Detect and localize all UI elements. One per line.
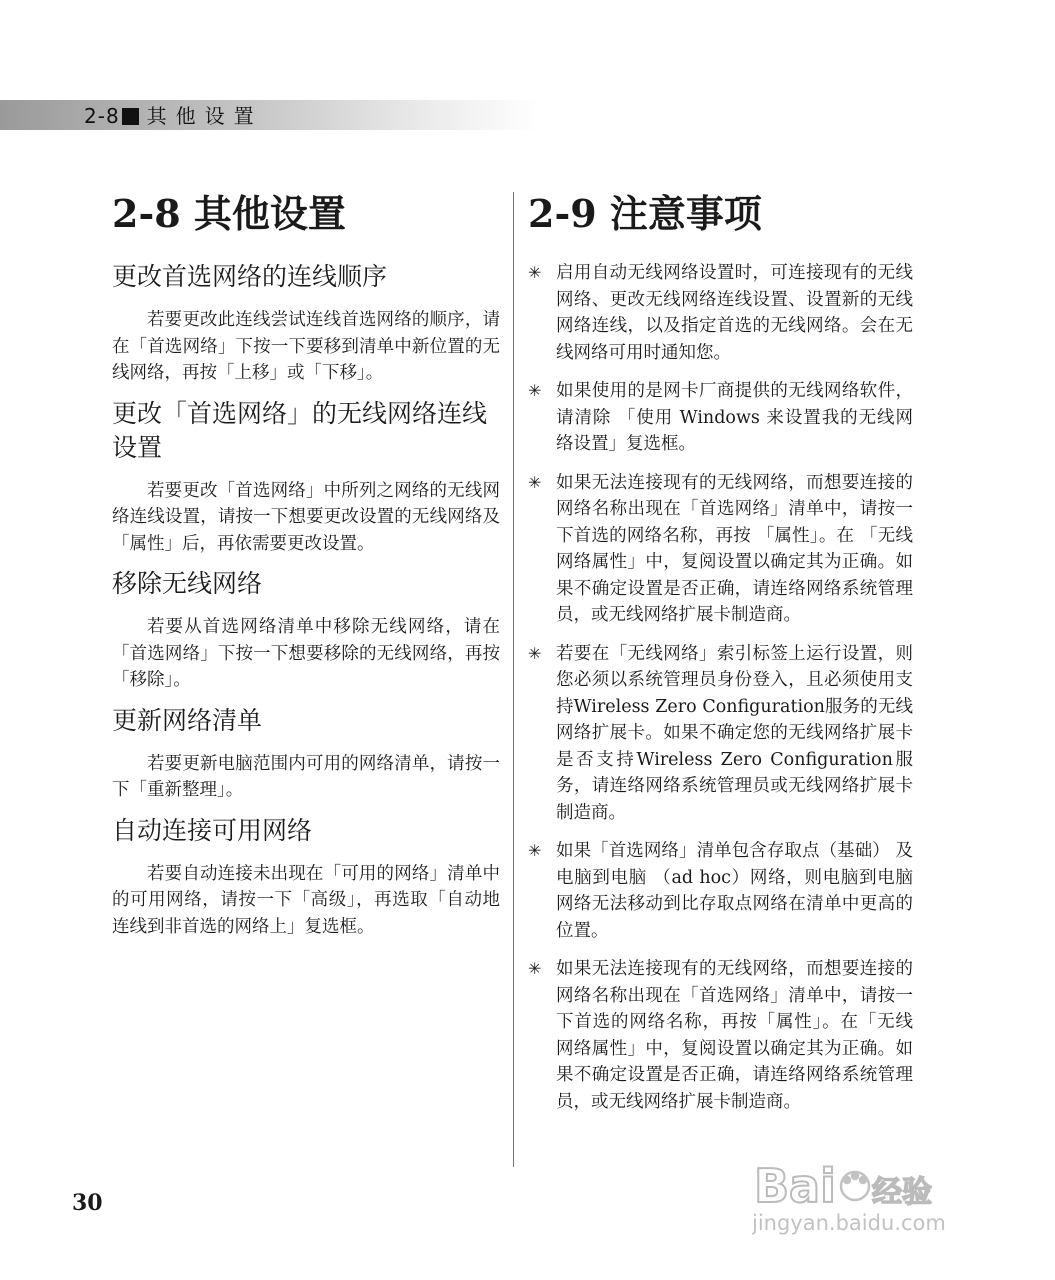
- baidu-jingyan-watermark-logo: [752, 1150, 1002, 1250]
- asterisk-bullet-icon: ✳: [528, 841, 542, 860]
- note-text: 如果无法连接现有的无线网络，而想要连接的网络名称出现在「首选网络」清单中，请按一下首选的网络名称，再按「属性」。在「无线网络属性」中，复阅设置以确定其为正确。如果不确定设置是否正确，请连络网络系统管理员，或无线网络扩展卡制造商。: [556, 959, 913, 1112]
- subsection-body: 若要更新电脑范围内可用的网络清单，请按一下「重新整理」。: [112, 753, 500, 800]
- note-text: 若要在「无线网络」索引标签上运行设置，则您必须以系统管理员身份登入，且必须使用支持Wireless Zero Configuration服务的无线网络扩展卡。如果不确定您的无线网络扩展卡是否支持Wireless Zero Configuration服务，请连络网络系统管理员或无线网络扩展卡制造商。: [556, 643, 913, 823]
- note-item: [528, 378, 913, 458]
- right-column: [528, 188, 913, 1127]
- svg-text:Bai: Bai: [754, 1159, 836, 1213]
- note-item: [528, 838, 913, 944]
- asterisk-bullet-icon: ✳: [528, 263, 542, 282]
- subsection-heading: 更改「首选网络」的无线网络连线设置: [112, 398, 488, 462]
- asterisk-bullet-icon: ✳: [528, 472, 542, 492]
- subsection-heading: 移除无线网络: [112, 569, 263, 598]
- subsection-body: 若要更改此连线尝试连线首选网络的顺序，请在「首选网络」下按一下要移到清单中新位置的无线网络，再按「上移」或「下移」。: [112, 310, 500, 383]
- section-title-2-9: 2-9 注意事项: [528, 191, 762, 236]
- notes-list: [528, 260, 913, 1115]
- note-text: 启用自动无线网络设置时，可连接现有的无线网络、更改无线网络连线设置、设置新的无线网络连线，以及指定首选的无线网络。会在无线网络可用时通知您。: [556, 263, 913, 363]
- asterisk-bullet-icon: ✳: [528, 643, 542, 663]
- watermark-url: jingyan.baidu.com: [752, 1211, 946, 1235]
- subsection-body: 若要从首选网络清单中移除无线网络，请在「首选网络」下按一下想要移除的无线网络，再按「移除」。: [112, 617, 500, 690]
- asterisk-bullet-icon: ✳: [528, 381, 542, 400]
- running-header-band: [0, 100, 540, 130]
- asterisk-bullet-icon: ✳: [528, 959, 542, 978]
- note-text: 如果「首选网络」清单包含存取点（基础） 及电脑到电脑 （ad hoc）网络，则电脑到电脑网络无法移动到比存取点网络在清单中更高的位置。: [556, 841, 913, 941]
- column-divider: [513, 192, 514, 1167]
- note-text: 如果使用的是网卡厂商提供的无线网络软件，请清除 「使用 Windows 来设置我的无线网络设置」复选框。: [556, 381, 913, 454]
- running-header-number: 2-8: [84, 104, 120, 128]
- note-item: [528, 641, 913, 827]
- square-bullet-icon: [122, 108, 139, 125]
- note-item: [528, 470, 913, 629]
- subsection-heading: 更改首选网络的连线顺序: [112, 262, 388, 291]
- subsection-heading: 更新网络清单: [112, 705, 263, 735]
- subsection-body: 若要自动连接未出现在「可用的网络」清单中的可用网络，请按一下「高级」，再选取「自动地连线到非首选的网络上」复选框。: [112, 863, 500, 937]
- subsection-body: 若要更改「首选网络」中所列之网络的无线网络连线设置，请按一下想要更改设置的无线网络及「属性」后，再依需要更改设置。: [112, 480, 500, 554]
- running-header-title: 其他设置: [146, 104, 263, 128]
- running-header: [84, 103, 263, 129]
- note-item: [528, 956, 913, 1115]
- page-number: 30: [72, 1190, 103, 1216]
- section-title-2-8: 2-8 其他设置: [112, 191, 346, 236]
- note-item: [528, 260, 913, 366]
- svg-text:经验: 经验: [872, 1175, 932, 1210]
- subsection-heading: 自动连接可用网络: [112, 815, 313, 845]
- left-column: [112, 188, 500, 950]
- note-text: 如果无法连接现有的无线网络，而想要连接的网络名称出现在「首选网络」清单中，请按一下首选的网络名称，再按 「属性」。在 「无线网络属性」中，复阅设置以确定其为正确。如果不确定设置是否正确，请连络网络系统管理员，或无线网络扩展卡制造商。: [556, 472, 913, 625]
